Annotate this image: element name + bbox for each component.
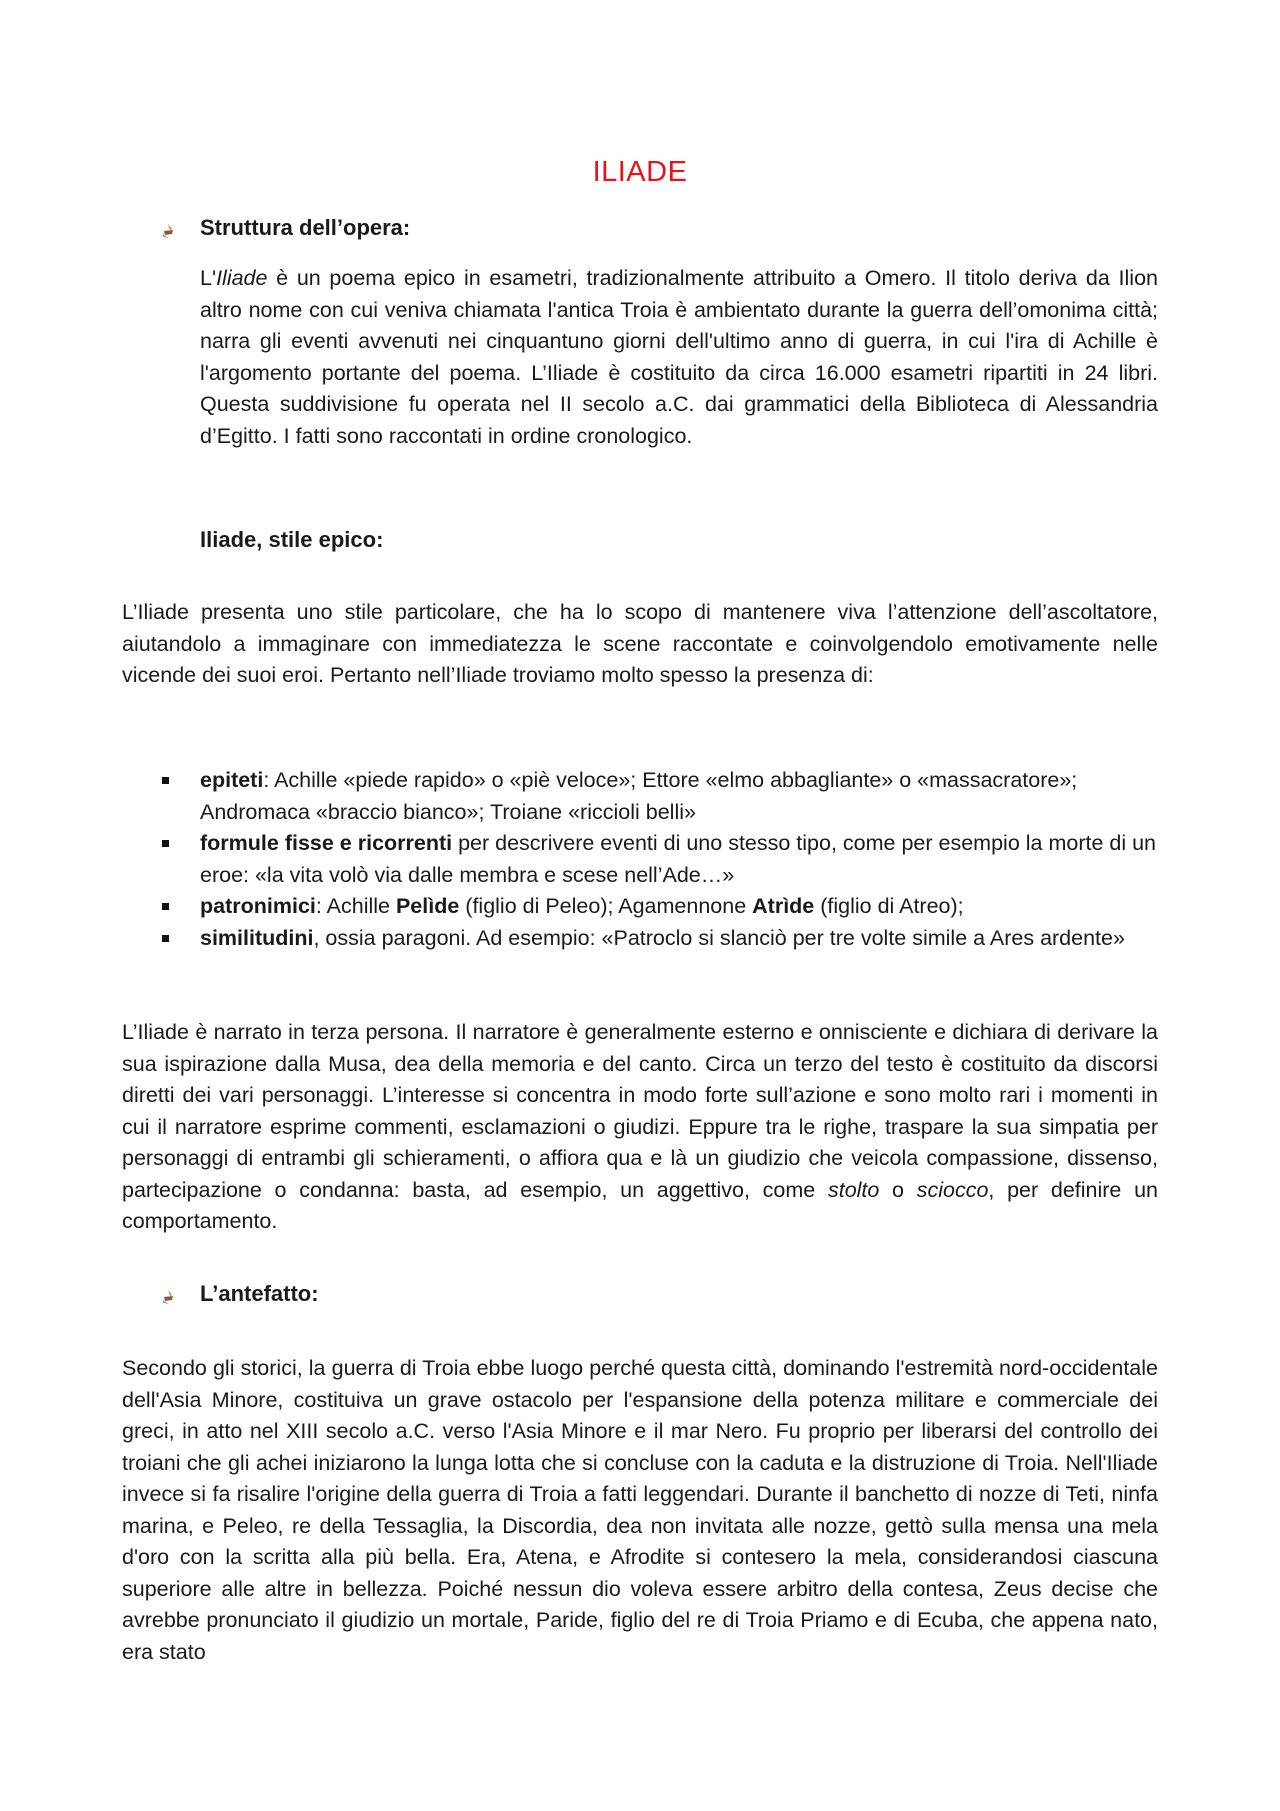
bold-text: epiteti [200, 768, 264, 792]
paragraph-narratore [122, 1017, 1158, 1238]
text-run: (figlio di Atreo); [814, 894, 964, 918]
section-heading-antefatto: L’antefatto: [200, 1281, 319, 1306]
section-heading-struttura: Struttura dell’opera: [200, 215, 411, 240]
italic-text: stolto [827, 1177, 880, 1202]
text-run: L’Iliade è narrato in terza persona. Il narratore è generalmente esterno e onnisciente e dichiara di derivare la sua ispirazione dalla Musa, dea della memoria e del canto. Circa un terzo del testo è costituito da discorsi diretti dei vari personaggi. L’interesse si concentra in modo forte sull’azione e sono molto rari i momenti in cui il narratore esprime commenti, esclamazioni o giudizi. Eppure tra le righe, traspare la sua simpatia per personaggi di entrambi gli schieramenti, o affiora qua e là un giudizio che veicola compassione, dissenso, partecipazione o condanna: basta, ad esempio, un aggettivo, come [122, 1020, 1158, 1202]
square-bullet-icon [162, 935, 169, 942]
square-bullet-icon [162, 903, 169, 910]
text-run: (figlio di Peleo); Agamennone [459, 894, 753, 918]
bold-text: Atrìde [752, 894, 815, 918]
text-run: o [879, 1177, 917, 1202]
text-run: : Achille «piede rapido» o «piè veloce»; Ettore «elmo abbagliante» o «massacratore»; Andromaca «braccio bianco»; Troiane «riccioli belli» [200, 768, 1078, 824]
list-item [160, 923, 1160, 955]
list-item [160, 828, 1160, 891]
bold-text: Pelìde [395, 894, 460, 918]
text-run: L' [200, 266, 217, 290]
bold-text: similitudini [200, 925, 314, 950]
paragraph-antefatto [122, 1353, 1158, 1668]
text-run: è un poema epico in esametri, tradizionalmente attribuito a Omero. Il titolo deriva da Ilion altro nome con cui veniva chiamata l'antica Troia è ambientato durante la guerra dell’omonima città; narra gli eventi avvenuti nei cinquantuno giorni dell'ultimo anno di guerra, in cui l'ira di Achille è l'argomento portante del poema. L’Iliade è costituito da circa 16.000 esametri ripartiti in 24 libri. Questa suddivisione fu operata nel II secolo a.C. dai grammatici della Biblioteca di Alessandria d’Egitto. I fatti sono raccontati in ordine cronologico. [200, 266, 1158, 448]
bold-text: patronimici [200, 894, 316, 918]
list-item [160, 765, 1160, 828]
list-item [160, 891, 1160, 923]
square-bullet-icon [162, 777, 169, 784]
text-run: : Achille [315, 894, 396, 918]
paragraph-stile-intro [122, 597, 1158, 692]
text-run: per descrivere eventi di uno stesso tipo, come per esempio la morte di un eroe: «la vita volò via dalle membra e scese nell’Ade…» [200, 831, 1157, 887]
italic-text: Iliade [216, 266, 268, 290]
document-title: ILIADE [592, 156, 688, 188]
section-heading-stile: Iliade, stile epico: [200, 527, 384, 552]
square-bullet-icon [162, 840, 169, 847]
italic-text: sciocco [916, 1177, 989, 1202]
stylistic-features-list [160, 765, 1160, 954]
text-run: L’Iliade presenta uno stile particolare, che ha lo scopo di mantenere viva l’attenzione dell’ascoltatore, aiutandolo a immaginare con immediatezza le scene raccontate e coinvolgendolo emotivamente nelle vicende dei suoi eroi. Pertanto nell’Iliade troviamo molto spesso la presenza di: [122, 600, 1158, 687]
paragraph-struttura [200, 263, 1158, 452]
bold-text: formule fisse e ricorrenti [200, 831, 453, 855]
text-run: , ossia paragoni. Ad esempio: «Patroclo si slanciò per tre volte simile a Ares ardente» [313, 925, 1125, 950]
text-run: Secondo gli storici, la guerra di Troia ebbe luogo perché questa città, dominando l'estremità nord-occidentale dell'Asia Minore, costituiva un grave ostacolo per l'espansione della potenza militare e commerciale dei greci, in atto nel XIII secolo a.C. verso l'Asia Minore e il mar Nero. Fu proprio per liberarsi del controllo dei troiani che gli achei iniziarono la lunga lotta che si concluse con la caduta e la distruzione di Troia. Nell'Iliade invece si fa risalire l'origine della guerra di Troia a fatti leggendari. Durante il banchetto di nozze di Teti, ninfa marina, e Peleo, re della Tessaglia, la Discordia, dea non invitata alle nozze, gettò sulla mensa una mela d'oro con la scritta alla più bella. Era, Atena, e Afrodite si contesero la mela, considerandosi ciascuna superiore alle altre in bellezza. Poiché nessun dio voleva essere arbitro della contesa, Zeus decise che avrebbe pronunciato il giudizio un mortale, Paride, figlio del re di Troia Priamo e di Ecuba, che appena nato, era stato [122, 1356, 1158, 1664]
pushpin-bullet-icon [160, 1288, 178, 1306]
text-run: , per definire un comportamento. [122, 1177, 1158, 1233]
pushpin-bullet-icon [160, 222, 178, 240]
